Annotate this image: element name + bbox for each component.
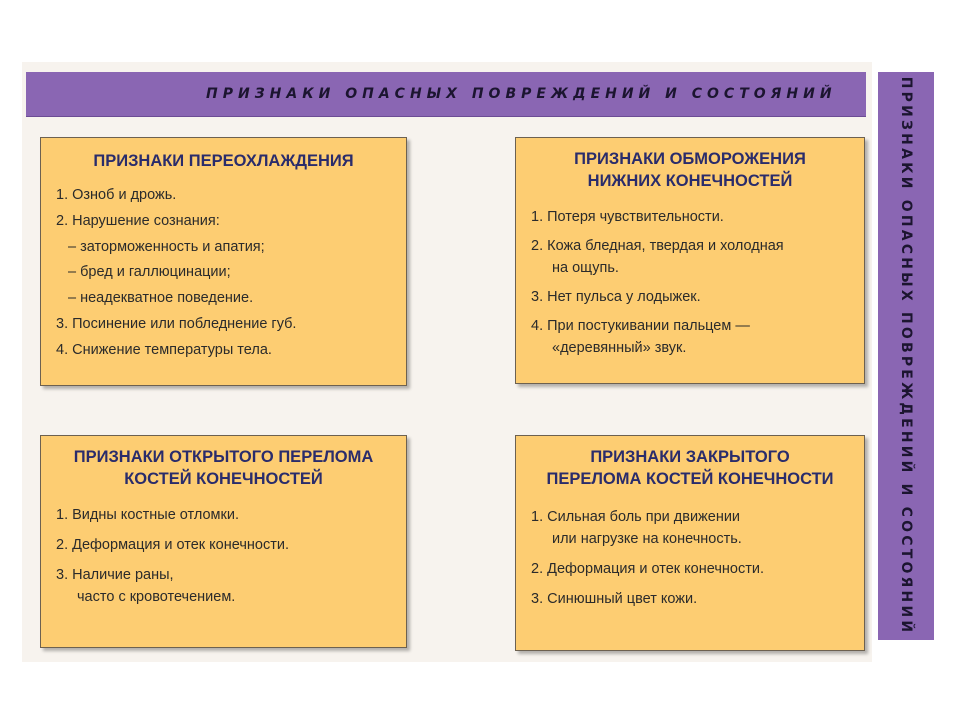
card-title (516, 138, 864, 192)
list-item-text: 4. Снижение температуры тела. (56, 341, 272, 358)
list-item (531, 288, 864, 306)
list-item-text: 3. Синюшный цвет кожи. (531, 591, 698, 607)
list-item-text: – неадекватное поведение. (68, 290, 254, 307)
card-title (41, 138, 406, 172)
list-item-text: 1. Потеря чувствительности. (531, 209, 724, 225)
list-item-text: 3. Наличие раны, (56, 567, 174, 583)
card-title-line: ПРИЗНАКИ ОТКРЫТОГО ПЕРЕЛОМА (73, 448, 374, 466)
side-banner (878, 72, 934, 640)
list-subitem (56, 289, 406, 307)
list-item-text-continued: часто с кровотечением. (77, 589, 236, 605)
list-item-text: 1. Сильная боль при движении (531, 509, 741, 525)
list-item (531, 560, 864, 578)
card-title (41, 436, 406, 490)
list-item (56, 536, 406, 554)
list-item (56, 566, 406, 606)
list-item-text-continued: или нагрузке на конечность. (552, 531, 742, 547)
card-title-line: КОСТЕЙ КОНЕЧНОСТЕЙ (124, 470, 323, 488)
list-item-text: 1. Видны костные отломки. (56, 507, 239, 523)
list-subitem (56, 263, 406, 281)
card-title-line: НИЖНИХ КОНЕЧНОСТЕЙ (587, 172, 793, 190)
list-item (531, 508, 864, 548)
list-item-text: 2. Деформация и отек конечности. (531, 561, 764, 577)
list-item (56, 212, 406, 230)
list-item-text: 1. Озноб и дрожь. (56, 187, 177, 203)
list-subitem (56, 238, 406, 256)
list-item (531, 208, 864, 226)
list-item (531, 317, 864, 357)
list-item-text: – заторможенность и апатия; (68, 238, 265, 255)
list-item-text: 3. Посинение или побледнение губ. (56, 315, 297, 332)
list-item (56, 315, 406, 333)
list-item-text-continued: «деревянный» звук. (552, 340, 687, 356)
card-title-line: ПРИЗНАКИ ПЕРЕОХЛАЖДЕНИЯ (93, 152, 354, 170)
list-item (531, 590, 864, 608)
card-title (516, 436, 864, 490)
list-item (56, 186, 406, 204)
list-item-text: 2. Кожа бледная, твердая и холодная (531, 238, 784, 254)
symptom-list (516, 490, 864, 608)
symptom-list (516, 192, 864, 357)
symptom-list (41, 490, 406, 606)
card-open-fracture (40, 435, 407, 648)
card-closed-fracture (515, 435, 865, 651)
list-item (56, 341, 406, 359)
top-banner-title: ПРИЗНАКИ ОПАСНЫХ ПОВРЕЖДЕНИЙ И СОСТОЯНИЙ (206, 86, 837, 102)
list-item-text: 3. Нет пульса у лодыжек. (531, 289, 701, 305)
card-title-line: ПЕРЕЛОМА КОСТЕЙ КОНЕЧНОСТИ (546, 470, 834, 488)
card-title-line: ПРИЗНАКИ ОБМОРОЖЕНИЯ (574, 150, 806, 168)
list-item-text: 2. Деформация и отек конечности. (56, 537, 289, 553)
list-item-text-continued: на ощупь. (552, 260, 619, 276)
list-item (531, 237, 864, 277)
symptom-list (41, 172, 406, 359)
list-item-text: 4. При постукивании пальцем — (531, 318, 750, 334)
card-title-line: ПРИЗНАКИ ЗАКРЫТОГО (590, 448, 790, 466)
top-banner (26, 72, 866, 117)
list-item-text: 2. Нарушение сознания: (56, 212, 220, 229)
card-frostbite (515, 137, 865, 384)
list-item-text: – бред и галлюцинации; (68, 264, 231, 281)
list-item (56, 506, 406, 524)
side-banner-title: ПРИЗНАКИ ОПАСНЫХ ПОВРЕЖДЕНИЙ И СОСТОЯНИЙ (898, 76, 914, 636)
card-hypothermia (40, 137, 407, 386)
